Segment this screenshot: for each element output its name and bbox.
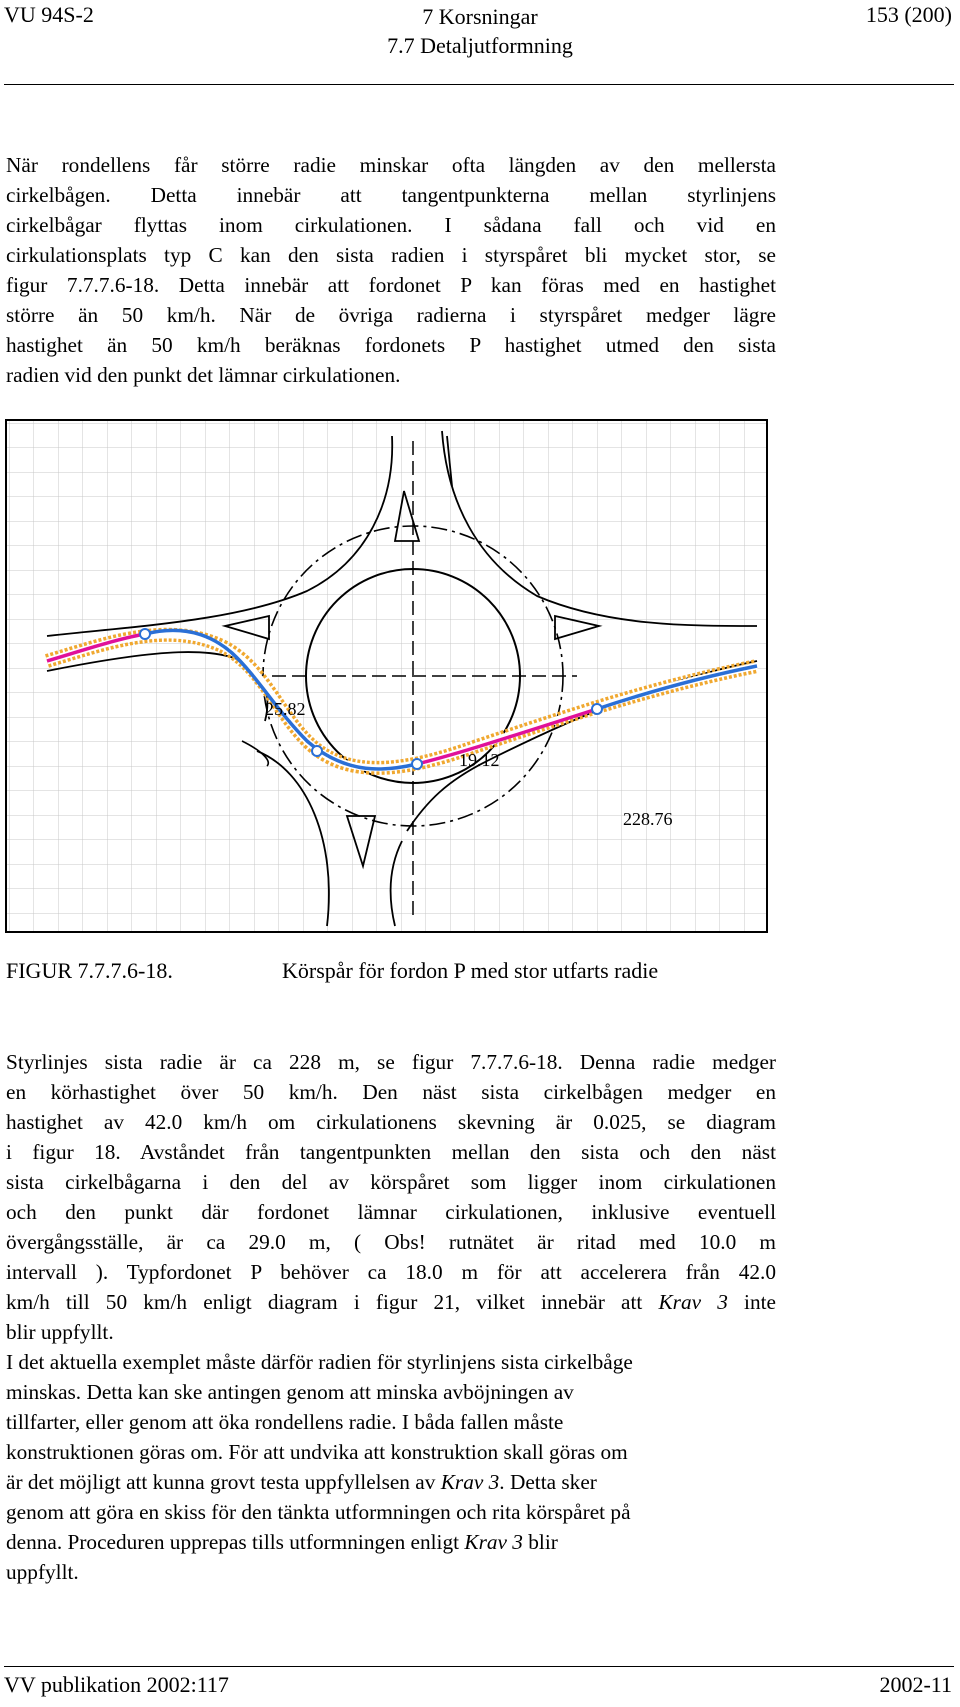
publication-id: VV publikation 2002:117 xyxy=(4,1672,229,1697)
text-line: minskas. Detta kan ske antingen genom att minska avböjningen av xyxy=(6,1380,574,1404)
text-line xyxy=(6,1467,776,1497)
text-run: km/h till 50 km/h enligt diagram i figur 21, vilket innebär att xyxy=(6,1290,659,1314)
krav-reference: Krav 3 xyxy=(464,1530,523,1554)
method-paragraph xyxy=(6,1347,776,1587)
text-line: radien vid den punkt det lämnar cirkulationen. xyxy=(6,363,401,387)
body-paragraph xyxy=(6,1047,776,1347)
text-run: . Detta sker xyxy=(499,1470,597,1494)
text-line xyxy=(6,1527,776,1557)
chapter-title: 7 Korsningar xyxy=(422,4,538,29)
text-line: och den punkt där fordonet lämnar cirkulationen, inklusive eventuell xyxy=(6,1200,776,1224)
figure-number: FIGUR 7.7.7.6-18. xyxy=(6,958,173,983)
text-line: övergångsställe, är ca 29.0 m, ( Obs! rutnätet är ritad med 10.0 m xyxy=(6,1230,776,1254)
page-header xyxy=(0,0,960,90)
text-line: en körhastighet över 50 km/h. Den näst sista cirkelbågen medger en xyxy=(6,1080,776,1104)
text-line: sista cirkelbågarna i den del av körspåret som ligger inom cirkulationen xyxy=(6,1170,776,1194)
publication-date: 2002-11 xyxy=(879,1672,952,1697)
footer-rule xyxy=(4,1666,954,1667)
roundabout-drawing xyxy=(7,421,766,931)
text-line: hastighet än 50 km/h beräknas fordonets P hastighet utmed den sista xyxy=(6,333,776,357)
tangent-point xyxy=(140,629,150,639)
roundabout-figure xyxy=(5,419,768,933)
text-line: i figur 18. Avståndet från tangentpunkten mellan den sista och den näst xyxy=(6,1140,776,1164)
krav-reference: Krav 3 xyxy=(440,1470,500,1494)
text-line: hastighet av 42.0 km/h om cirkulationens skevning är 0.025, se diagram xyxy=(6,1110,776,1134)
text-line: tillfarter, eller genom att öka rondellens radie. I båda fallen måste xyxy=(6,1410,564,1434)
text-line: När rondellens får större radie minskar ofta längden av den mellersta xyxy=(6,153,776,177)
radius-label: 25.82 xyxy=(265,699,306,719)
section-title: 7.7 Detaljutformning xyxy=(387,33,573,58)
tangent-point xyxy=(412,759,422,769)
text-line: konstruktionen göras om. För att undvika att konstruktion skall göras om xyxy=(6,1440,628,1464)
figure-caption: Körspår för fordon P med stor utfarts radie xyxy=(282,958,659,983)
text-run: blir xyxy=(522,1530,558,1554)
intro-paragraph xyxy=(6,150,776,390)
doc-id: VU 94S-2 xyxy=(4,2,94,27)
chapter-heading xyxy=(0,2,960,60)
page-number: 153 (200) xyxy=(865,2,952,27)
radius-label: 228.76 xyxy=(623,809,673,829)
text-line: figur 7.7.7.6-18. Detta innebär att fordonet P kan föras med en hastighet xyxy=(6,273,776,297)
text-run: denna. Proceduren upprepas tills utformningen enligt xyxy=(6,1530,465,1554)
krav-reference: Krav 3 xyxy=(658,1290,728,1314)
header-rule xyxy=(4,84,954,85)
text-line xyxy=(6,1287,776,1317)
text-line: cirkulationsplats typ C kan den sista radien i styrspåret bli mycket stor, se xyxy=(6,243,776,267)
tangent-point xyxy=(312,746,322,756)
tangent-point xyxy=(592,704,602,714)
text-run: är det möjligt att kunna grovt testa uppfyllelsen av xyxy=(6,1470,441,1494)
text-line: större än 50 km/h. När de övriga radierna i styrspåret medger lägre xyxy=(6,303,776,327)
text-line: intervall ). Typfordonet P behöver ca 18.0 m för att accelerera från 42.0 xyxy=(6,1260,776,1284)
text-line: I det aktuella exemplet måste därför radien för styrlinjens sista cirkelbåge xyxy=(6,1350,633,1374)
text-line: blir uppfyllt. xyxy=(6,1320,114,1344)
text-line: cirkelbågar flyttas inom cirkulationen. I sådana fall och vid en xyxy=(6,213,776,237)
grid-background xyxy=(7,421,766,931)
radius-label: 19.12 xyxy=(459,750,500,770)
text-line: Styrlinjes sista radie är ca 228 m, se figur 7.7.7.6-18. Denna radie medger xyxy=(6,1050,776,1074)
text-line: uppfyllt. xyxy=(6,1560,79,1584)
text-line: genom att göra en skiss för den tänkta utformningen och rita körspåret på xyxy=(6,1500,631,1524)
text-run: inte xyxy=(727,1290,776,1314)
text-line: cirkelbågen. Detta innebär att tangentpunkterna mellan styrlinjens xyxy=(6,183,776,207)
